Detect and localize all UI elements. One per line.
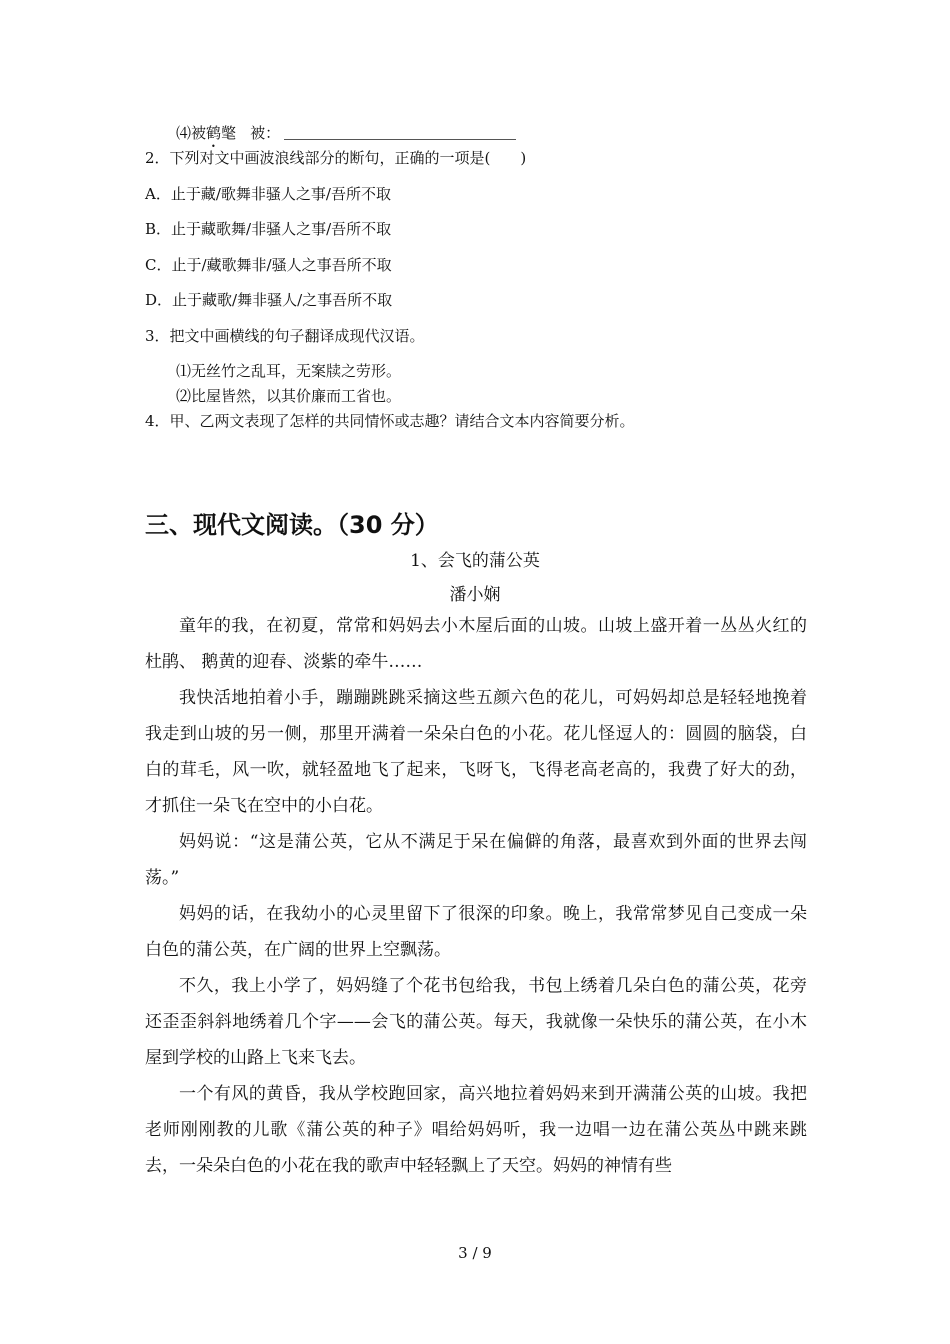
- item-number: ⑷: [176, 124, 192, 142]
- article-title: 1、会飞的蒲公英: [410, 551, 540, 571]
- question-3: 3．把文中画横线的句子翻译成现代汉语。: [145, 327, 425, 345]
- question-2: 2．下列对文中画波浪线部分的断句，正确的一项是( ): [145, 149, 527, 167]
- question-3-item-1: ⑴无丝竹之乱耳，无案牍之劳形。: [176, 362, 402, 380]
- page-number: 3 / 9: [458, 1244, 492, 1262]
- option-a: A．止于藏/歌舞非骚人之事/吾所不取: [145, 185, 391, 203]
- option-c: C．止于/藏歌舞非/骚人之事吾所不取: [145, 256, 392, 274]
- item-word-prefix: 被: [191, 124, 207, 142]
- paragraph-2: 我快活地拍着小手，蹦蹦跳跳采摘这些五颜六色的花儿，可妈妈却总是轻轻地挽着我走到山坡的另一侧，那里开满着一朵朵白色的小花。花儿怪逗人的：圆圆的脑袋，白白的茸毛，风一吹，就轻盈地飞了起来，飞呀飞，飞得老高老高的，我费了好大的劲，才抓住一朵飞在空中的小白花。: [145, 688, 807, 816]
- item-word-dotted: 鹤: [206, 124, 222, 142]
- paragraph-6: 一个有风的黄昏，我从学校跑回家，高兴地拉着妈妈来到开满蒲公英的山坡。我把老师刚刚教的儿歌《蒲公英的种子》唱给妈妈听，我一边唱一边在蒲公英丛中跳来跳去，一朵朵白色的小花在我的歌声中轻轻飘上了天空。妈妈的神情有些: [145, 1084, 807, 1176]
- paragraph-4: 妈妈的话，在我幼小的心灵里留下了很深的印象。晚上，我常常梦见自己变成一朵白色的蒲公英，在广阔的世界上空飘荡。: [145, 904, 807, 960]
- paragraph-1: 童年的我，在初夏，常常和妈妈去小木屋后面的山坡。山坡上盛开着一丛丛火红的杜鹃、 鹅黄的迎春、淡紫的牵牛……: [145, 616, 807, 672]
- question-3-item-2: ⑵比屋皆然，以其价廉而工省也。: [176, 387, 402, 405]
- paragraph-5: 不久，我上小学了，妈妈缝了个花书包给我，书包上绣着几朵白色的蒲公英，花旁还歪歪斜斜地绣着几个字——会飞的蒲公英。每天，我就像一朵快乐的蒲公英，在小木屋到学校的山路上飞来飞去。: [145, 976, 807, 1068]
- item-prompt: 被：: [250, 124, 281, 142]
- section-title: 三、现代文阅读。（30 分）: [145, 511, 439, 539]
- article-author: 潘小娴: [449, 585, 501, 605]
- paragraph-3: 妈妈说：“这是蒲公英，它从不满足于呆在偏僻的角落，最喜欢到外面的世界去闯荡。”: [145, 832, 807, 888]
- question-1-item-4: [176, 123, 516, 151]
- item-word-suffix: 氅: [221, 124, 237, 142]
- option-d: D．止于藏歌/舞非骚人/之事吾所不取: [145, 291, 393, 309]
- question-4: 4．甲、乙两文表现了怎样的共同情怀或志趣？请结合文本内容简要分析。: [145, 412, 635, 430]
- option-b: B．止于藏歌舞/非骚人之事/吾所不取: [145, 220, 392, 238]
- answer-blank[interactable]: [284, 125, 516, 140]
